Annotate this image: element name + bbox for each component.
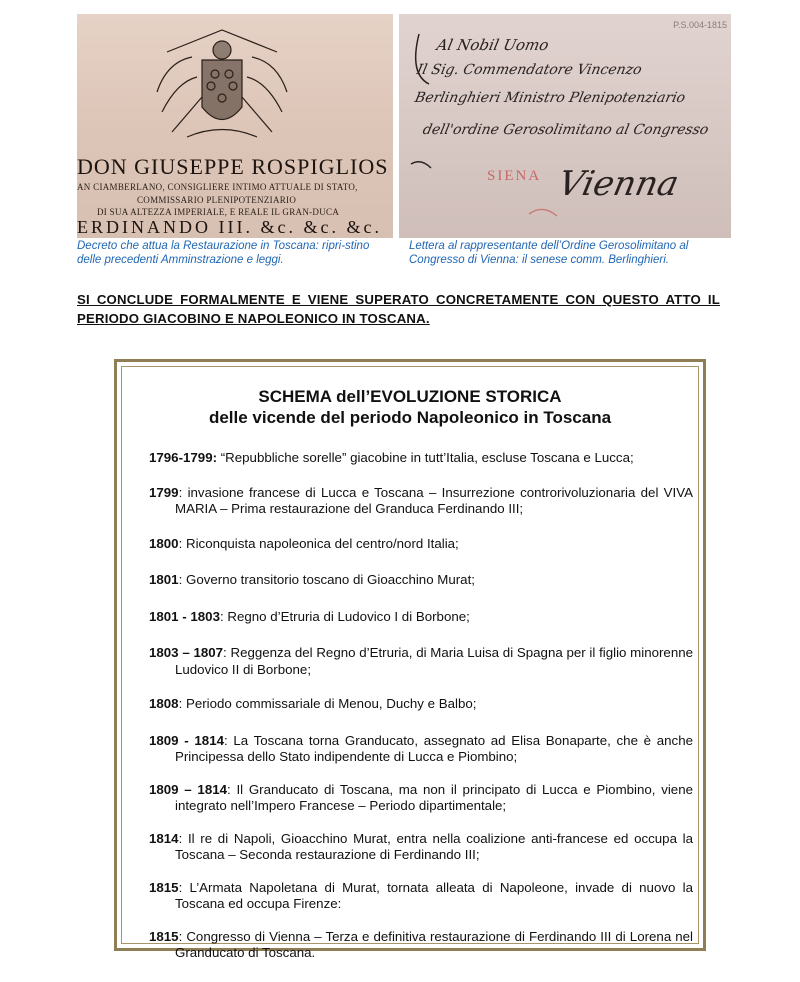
entry-date: 1796-1799: (149, 450, 218, 465)
timeline-entry (149, 536, 693, 553)
decree-title-line: DI SUA ALTEZZA IMPERIALE, E REALE IL GRAN-DUCA (97, 207, 340, 217)
timeline-entry (149, 450, 693, 467)
entry-date: 1808 (149, 696, 179, 711)
timeline-entry (149, 645, 693, 678)
decree-photo (77, 14, 393, 238)
entry-text: : Reggenza del Regno d’Etruria, di Maria Luisa di Spagna per il figlio minorenne Ludovico II di Borbone; (175, 645, 694, 677)
entry-date: 1815 (149, 928, 179, 944)
timeline-entry (149, 929, 693, 962)
timeline-entry (149, 782, 693, 815)
letter-address-line: dell'ordine Gerosolimitano al Congresso (421, 122, 711, 138)
letter-caption: Lettera al rappresentante dell’Ordine Gerosolimitano al Congresso di Vienna: il senese comm. Berlinghieri. (409, 240, 689, 266)
timeline-box (114, 359, 706, 960)
entry-date: 1800 (149, 535, 179, 551)
timeline-entry (149, 733, 693, 766)
decree-title-line: COMMISSARIO PLENIPOTENZIARIO (137, 195, 297, 205)
letter-address-line: Il Sig. Commendatore Vincenzo (415, 62, 644, 78)
entry-text: : Il re di Napoli, Gioacchino Murat, entra nella coalizione anti-francese ed occupa la Toscana – Seconda restaurazione di Ferdinando III; (175, 830, 693, 862)
timeline-entry (149, 831, 693, 864)
entry-text: : Congresso di Vienna – Terza e definitiva restaurazione di Ferdinando III di Lorena nel Granducato di Toscana. (175, 928, 693, 960)
timeline-entry (149, 696, 693, 713)
timeline-entry (149, 572, 693, 589)
conclusion-statement: SI CONCLUDE FORMALMENTE E VIENE SUPERATO CONCRETAMENTE CON QUESTO ATTO IL PERIODO GIACOBINO E NAPOLEONICO IN TOSCANA. (77, 292, 720, 326)
entry-date: 1799 (149, 484, 179, 500)
entry-date: 1809 - 1814 (149, 732, 224, 748)
entry-date: 1814 (149, 830, 179, 846)
coat-of-arms-icon (147, 22, 297, 150)
entry-text: : Periodo commissariale di Menou, Duchy e Balbo; (178, 696, 477, 711)
entry-date: 1809 – 1814 (149, 781, 228, 797)
postal-stamp: SIENA (487, 168, 542, 184)
decree-heading: DON GIUSEPPE ROSPIGLIOS (77, 154, 389, 179)
decree-title-line: AN CIAMBERLANO, CONSIGLIERE INTIMO ATTUALE DI STATO, (77, 182, 358, 192)
timeline-entries (149, 450, 693, 962)
entry-date: 1803 – 1807 (149, 645, 224, 660)
timeline-subtitle: delle vicende del periodo Napoleonico in Toscana (208, 408, 612, 427)
decree-caption: Decreto che attua la Restaurazione in Toscana: ripri-stino delle precedenti Amminstrazione e leggi. (77, 240, 370, 266)
timeline-entry (149, 609, 693, 626)
entry-text: : Governo transitorio toscano di Gioacchino Murat; (178, 572, 475, 587)
entry-date: 1801 - 1803 (149, 608, 220, 624)
entry-text: : La Toscana torna Granducato, assegnato ad Elisa Bonaparte, che è anche Principessa dello Stato indipendente di Lucca e Piombino; (175, 732, 693, 764)
entry-text: : Regno d’Etruria di Ludovico I di Borbone; (219, 608, 470, 624)
timeline-entry (149, 880, 693, 913)
entry-text: : invasione francese di Lucca e Toscana – Insurrezione controrivoluzionaria del VIVA MARIA – Prima restaurazione del Granduca Ferdinando III; (175, 484, 693, 516)
letter-address-line: Berlinghieri Ministro Plenipotenziario (413, 90, 687, 106)
decree-grand-duke-line: ERDINANDO III. &c. &c. &c. (77, 217, 382, 237)
letter-address-line: Al Nobil Uomo (435, 36, 551, 54)
entry-text: : Riconquista napoleonica del centro/nord Italia; (178, 535, 459, 551)
entry-text: : Il Granducato di Toscana, ma non il principato di Lucca e Piombino, viene integrato nell’Impero Francese – Periodo dipartimentale; (175, 781, 693, 813)
entry-date: 1801 (149, 572, 179, 587)
letter-destination: Vienna (554, 164, 683, 204)
timeline-entry (149, 485, 693, 518)
entry-date: 1815 (149, 879, 179, 895)
letter-photo (399, 14, 731, 238)
entry-text: : L’Armata Napoletana di Murat, tornata alleata di Napoleone, invade di nuovo la Toscana ed occupa Firenze: (175, 879, 693, 911)
letter-reference-number: P.S.004-1815 (673, 20, 727, 30)
entry-text: “Repubbliche sorelle” giacobine in tutt’Italia, escluse Toscana e Lucca; (217, 450, 634, 465)
timeline-title: SCHEMA dell’EVOLUZIONE STORICA (258, 387, 562, 406)
